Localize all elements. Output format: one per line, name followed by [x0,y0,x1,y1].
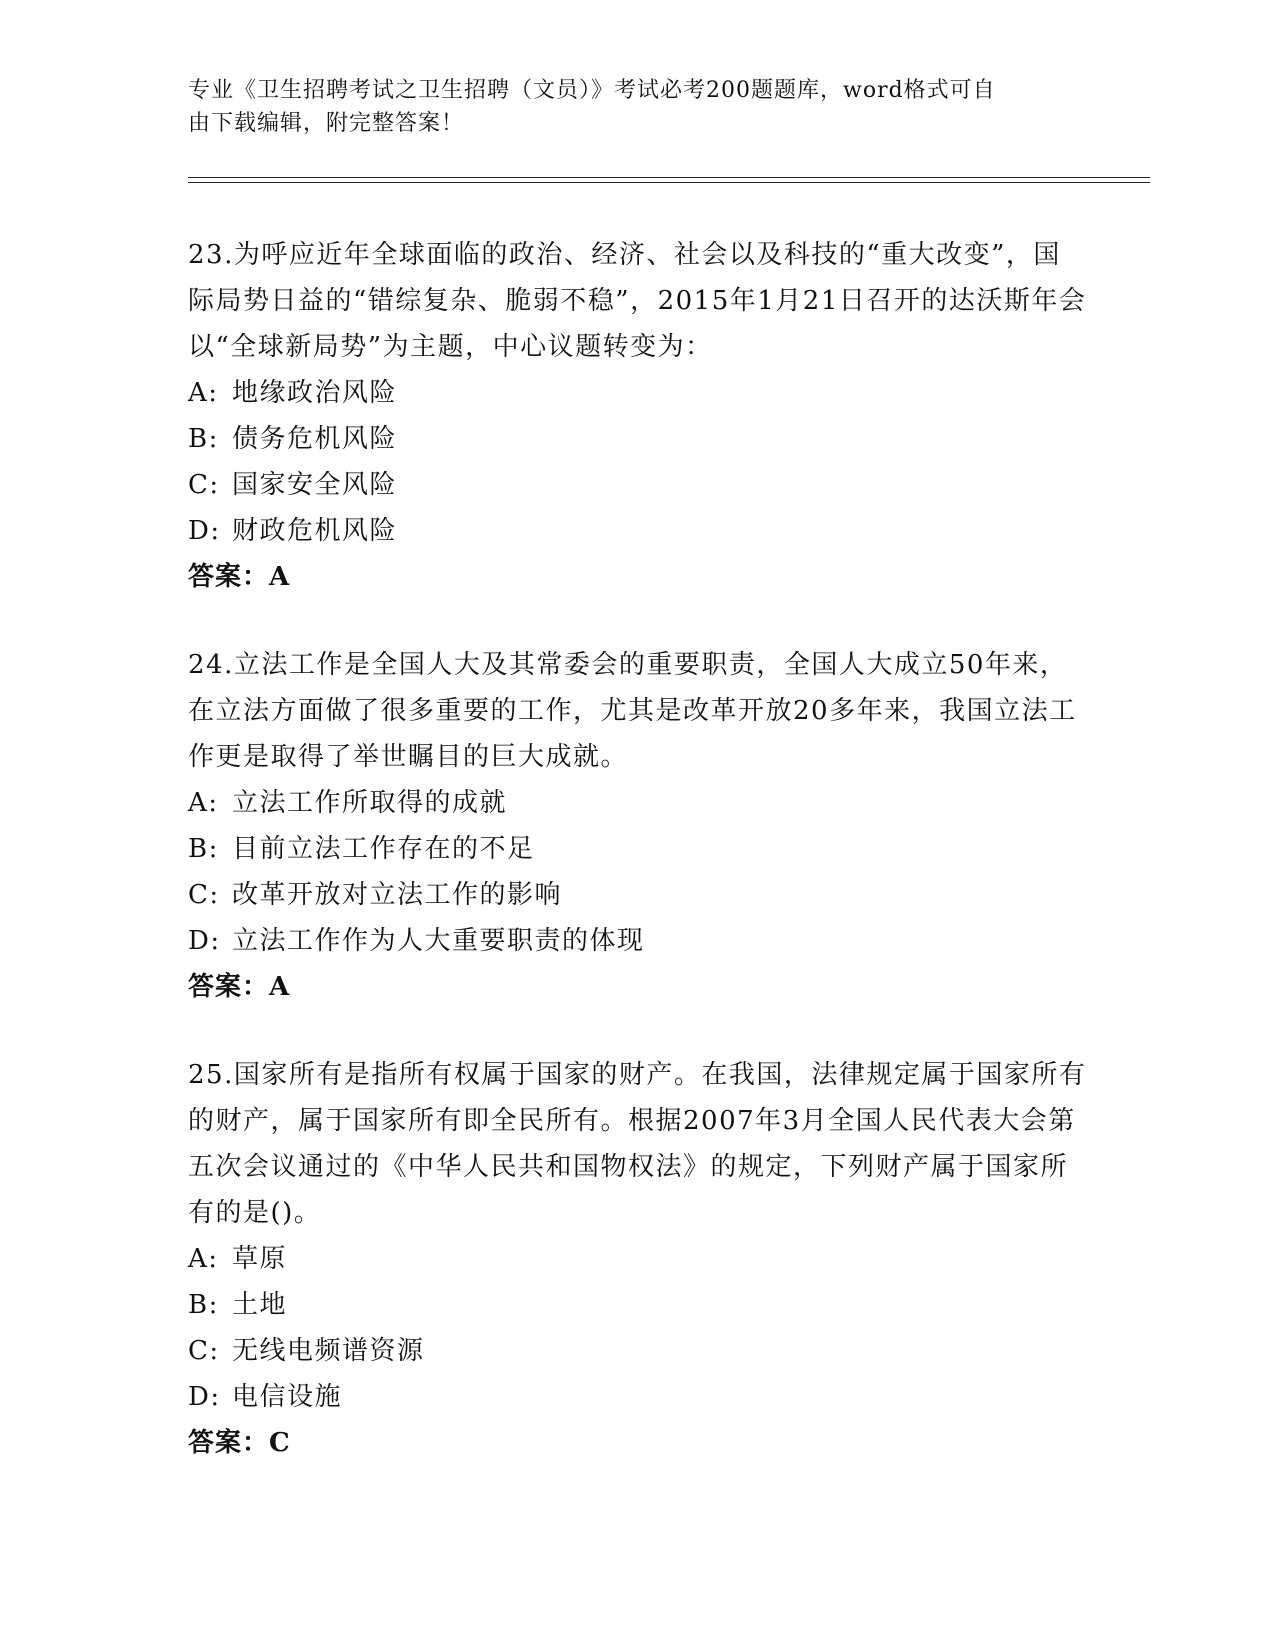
option-d [188,918,1088,964]
option-text: 立法工作所取得的成就 [232,788,508,818]
option-c [188,462,1088,508]
answer-line [188,964,1088,1010]
question-23 [188,232,1088,600]
question-stem: 24.立法工作是全国人大及其常委会的重要职责，全国人大成立50年来，在立法方面做了很多重要的工作，尤其是改革开放20多年来，我国立法工作更是取得了举世瞩目的巨大成就。 [188,650,1077,772]
option-d [188,1374,1088,1420]
option-letter: C: [188,1336,220,1366]
option-letter: C: [188,880,220,910]
option-a [188,780,1088,826]
option-c [188,1328,1088,1374]
option-b [188,826,1088,872]
option-letter: A: [188,378,219,408]
option-text: 立法工作作为人大重要职责的体现 [232,926,645,956]
option-text: 目前立法工作存在的不足 [232,834,535,864]
option-text: 债务危机风险 [232,424,398,454]
answer-value: A [269,562,291,592]
option-letter: C: [188,470,220,500]
question-24 [188,642,1088,1010]
header-title-line-1: 专业《卫生招聘考试之卫生招聘（文员）》考试必考200题题库，word格式可自 [188,78,996,103]
header-title-line-2: 由下载编辑，附完整答案！ [188,111,465,136]
option-text: 改革开放对立法工作的影响 [232,880,563,910]
option-letter: D: [188,926,221,956]
answer-label: 答案： [188,972,270,1002]
option-d [188,508,1088,554]
option-text: 国家安全风险 [232,470,398,500]
option-b [188,1282,1088,1328]
option-letter: A: [188,788,219,818]
option-letter: B: [188,1290,219,1320]
answer-label: 答案： [188,562,270,592]
option-letter: D: [188,1382,221,1412]
option-letter: A: [188,1244,219,1274]
answer-label: 答案： [188,1428,270,1458]
answer-line [188,1420,1088,1466]
option-c [188,872,1088,918]
answer-value: C [269,1428,291,1458]
option-text: 草原 [232,1244,288,1274]
option-a [188,370,1088,416]
option-letter: B: [188,424,219,454]
document-header [188,74,1088,140]
option-text: 电信设施 [232,1382,343,1412]
option-a [188,1236,1088,1282]
answer-line [188,554,1088,600]
answer-value: A [269,972,291,1002]
option-text: 无线电频谱资源 [232,1336,425,1366]
question-25 [188,1052,1088,1466]
header-divider-top [188,177,1150,178]
option-text: 土地 [232,1290,288,1320]
question-stem: 23.为呼应近年全球面临的政治、经济、社会以及科技的“重大改变”，国际局势日益的“错综复杂、脆弱不稳”，2015年1月21日召开的达沃斯年会以“全球新局势”为主题，中心议题转变为： [188,240,1087,362]
option-letter: B: [188,834,219,864]
header-divider-bottom [188,182,1150,183]
option-letter: D: [188,516,221,546]
option-text: 地缘政治风险 [232,378,398,408]
option-b [188,416,1088,462]
question-stem: 25.国家所有是指所有权属于国家的财产。在我国，法律规定属于国家所有的财产，属于国家所有即全民所有。根据2007年3月全国人民代表大会第五次会议通过的《中华人民共和国物权法》的规定，下列财产属于国家所有的是()。 [188,1060,1087,1228]
option-text: 财政危机风险 [232,516,398,546]
